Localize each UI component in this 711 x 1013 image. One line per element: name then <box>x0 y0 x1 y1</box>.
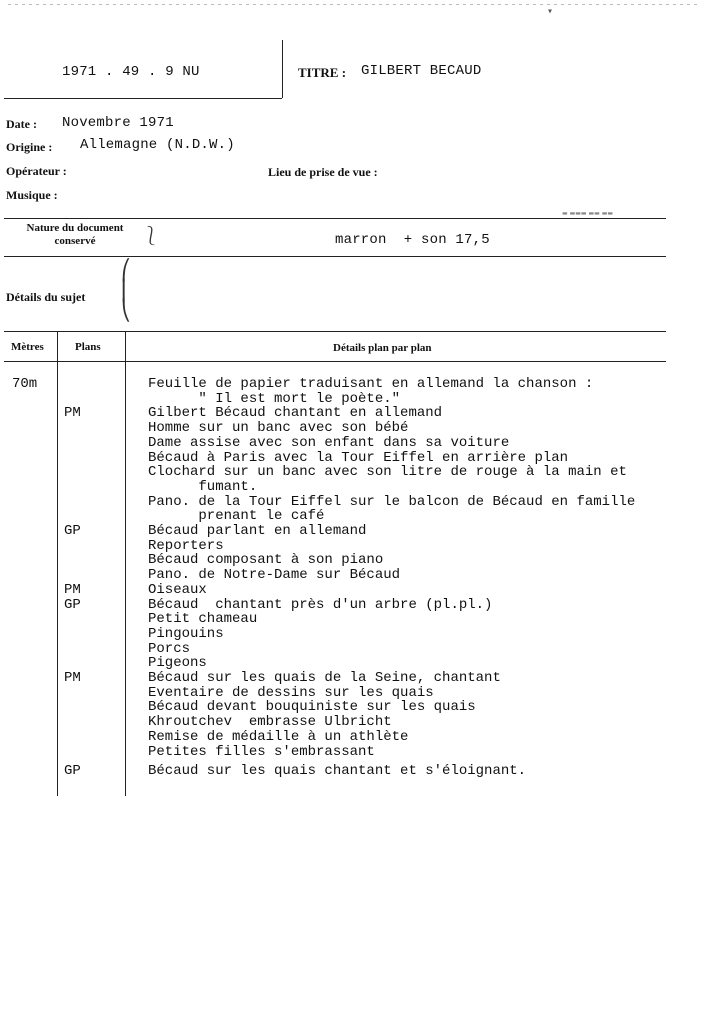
nature-label-2: conservé <box>54 235 96 247</box>
row-detail: " Il est mort le poète." <box>148 390 401 407</box>
row-metre: 70m <box>12 376 38 392</box>
nature-bottom-rule <box>4 256 666 257</box>
scan-speck: ▾ <box>547 7 554 18</box>
header-underline <box>4 98 282 99</box>
titre-label: TITRE : <box>298 65 347 80</box>
col-plans: Plans <box>75 341 101 353</box>
row-detail: Porcs <box>148 640 191 657</box>
nature-label-1: Nature du document <box>26 222 124 234</box>
row-plan: GP <box>64 596 81 613</box>
row-detail: Petites filles s'embrassant <box>148 743 375 760</box>
nature-top-rule <box>4 218 666 219</box>
col-divider-2 <box>125 331 126 796</box>
row-detail: Remise de médaille à un athlète <box>148 728 409 745</box>
row-detail: Petit chameau <box>148 611 258 628</box>
row-plan: PM <box>64 405 81 422</box>
row-detail: Bécaud à Paris avec la Tour Eiffel en arrière plan <box>148 449 569 466</box>
row-detail: Pano. de la Tour Eiffel sur le balcon de Bécaud en famille <box>148 493 636 510</box>
row-detail: prenant le café <box>148 508 325 525</box>
row-detail: fumant. <box>148 478 258 495</box>
origine-label: Origine : <box>6 140 53 154</box>
row-detail: Khroutchev embrasse Ulbricht <box>148 714 392 731</box>
row-detail: Dame assise avec son enfant dans sa voiture <box>148 434 510 451</box>
row-plan: PM <box>64 670 81 686</box>
row-detail: Pigeons <box>148 655 207 672</box>
reference-number: 1971 . 49 . 9 NU <box>62 64 200 80</box>
col-metres: Mètres <box>11 341 44 353</box>
origine-value: Allemagne (N.D.W.) <box>80 137 235 153</box>
row-plan: GP <box>64 763 81 780</box>
details-sujet-label: Détails du sujet <box>6 290 86 304</box>
titre-value: GILBERT BECAUD <box>361 63 482 79</box>
row-detail: Pano. de Notre-Dame sur Bécaud <box>148 567 401 584</box>
nature-brace: ⎱ <box>142 226 160 246</box>
musique-label: Musique : <box>6 188 58 202</box>
row-detail: Bécaud parlant en allemand <box>148 523 367 539</box>
row-detail: Bécaud composant à son piano <box>148 552 384 569</box>
scan-artifact <box>8 4 698 5</box>
date-value: Novembre 1971 <box>62 115 174 131</box>
row-detail: Gilbert Bécaud chantant en allemand <box>148 405 443 422</box>
row-detail: Oiseaux <box>148 581 207 598</box>
table-header-rule <box>4 361 666 362</box>
row-detail: Bécaud chantant près d'un arbre (pl.pl.) <box>148 596 493 613</box>
date-label: Date : <box>6 117 37 131</box>
nature-value: marron + son 17,5 <box>335 232 490 248</box>
row-detail: Bécaud sur les quais de la Seine, chantant <box>148 670 501 686</box>
row-detail: Feuille de papier traduisant en allemand la chanson : <box>148 376 594 392</box>
operateur-label: Opérateur : <box>6 164 67 178</box>
row-detail: Pingouins <box>148 625 224 642</box>
row-detail: Reporters <box>148 537 224 554</box>
col-details: Détails plan par plan <box>333 342 432 354</box>
row-plan: GP <box>64 523 81 539</box>
row-detail: Homme sur un banc avec son bébé <box>148 420 409 437</box>
row-detail: Clochard sur un banc avec son litre de rouge à la main et <box>148 464 627 481</box>
row-detail: Eventaire de dessins sur les quais <box>148 684 434 701</box>
details-sujet-brace: ⎛ ⎜ ⎝ <box>121 260 131 322</box>
row-detail: Bécaud sur les quais chantant et s'éloignant. <box>148 763 527 780</box>
lieu-label: Lieu de prise de vue : <box>268 165 378 179</box>
header-divider <box>282 40 283 98</box>
col-divider-1 <box>57 331 58 796</box>
stamp-mark: ▬ ▬▬▬ ▬▬ ▬▬ <box>562 210 614 217</box>
row-detail: Bécaud devant bouquiniste sur les quais <box>148 699 476 716</box>
table-top-rule <box>4 331 666 332</box>
row-plan: PM <box>64 581 81 598</box>
